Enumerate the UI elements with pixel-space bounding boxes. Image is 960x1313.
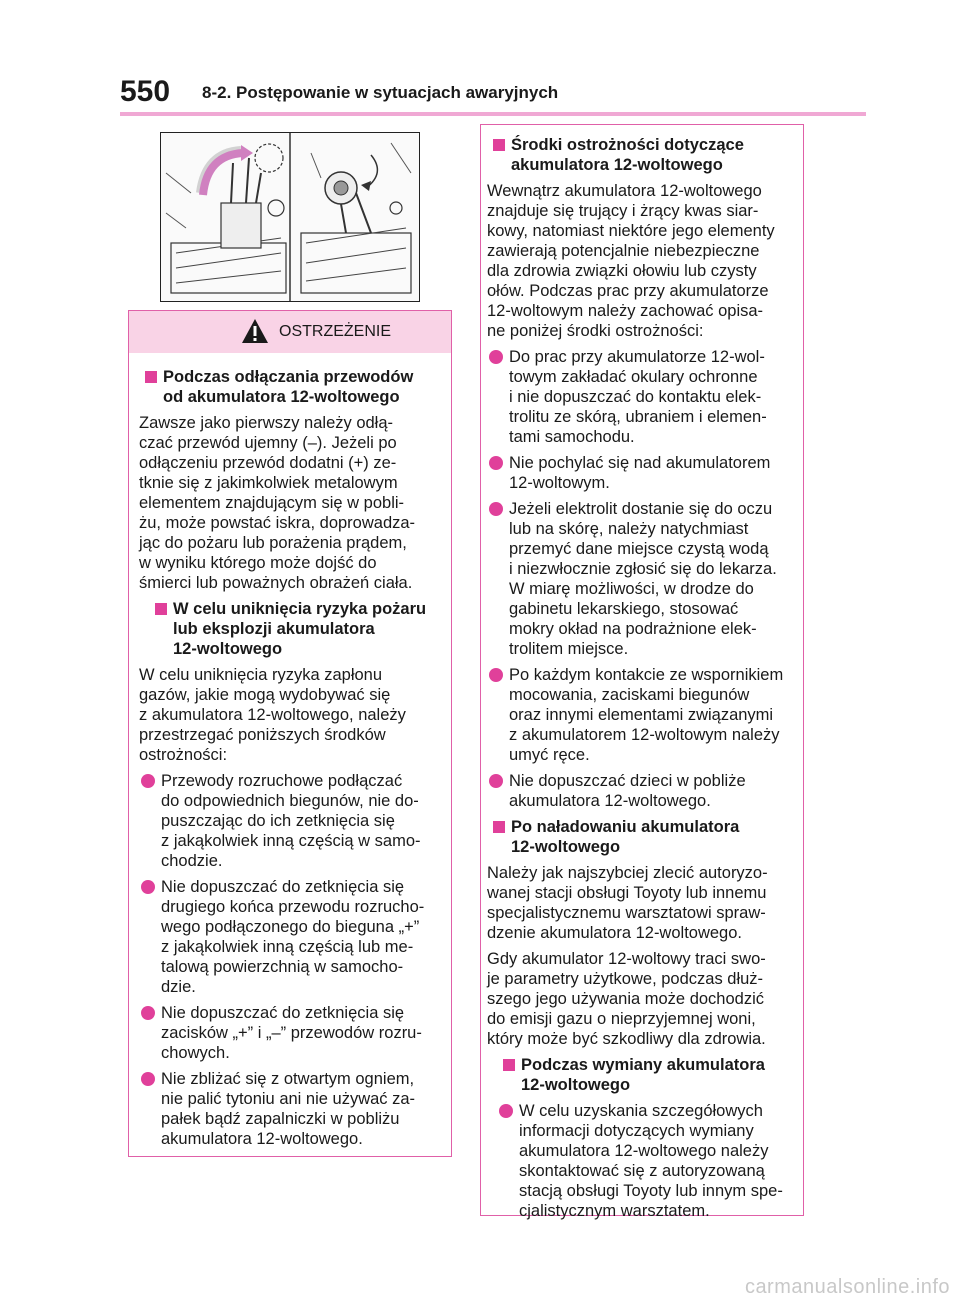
- subsection-title: Po naładowaniu akumulatora 12-woltowego: [487, 817, 797, 857]
- bullet-item: Nie dopuszczać do zetknięcia się drugiego końca przewodu rozrucho- wego podłączonego do bieguna „+” z jakąkolwiek inną częścią lub me- talową powierzchnią w samocho- dzie.: [139, 877, 441, 997]
- paragraph: Gdy akumulator 12-woltowy traci swo- je parametry użytkowe, podczas dłuż- szego jego używania może dochodzić do emisji gazu o nieprzyjemnej woni, który może być szkodliwy dla zdrowia.: [487, 950, 766, 1048]
- bullet-dot-icon: [489, 502, 503, 516]
- paragraph: Wewnątrz akumulatora 12-woltowego znajduje się trujący i żrący kwas siar- kowy, natomiast niektóre jego elementy zawierają potencjalnie niebezpieczne dla zdrowia związki ołowiu lub czysty ołów. Podczas prac przy akumulatorze 12-woltowym należy zachować opisa- ne poniżej środki ostrożności:: [487, 182, 775, 340]
- bullet-dot-icon: [141, 1072, 155, 1086]
- bullet-dot-icon: [489, 350, 503, 364]
- bullet-item: Nie pochylać się nad akumulatorem 12-woltowym.: [487, 453, 797, 493]
- battery-illustration: [160, 132, 420, 302]
- paragraph: W celu uniknięcia ryzyka zapłonu gazów, jakie mogą wydobywać się z akumulatora 12-woltowego, należy przestrzegać poniższych środków ostrożności:: [139, 666, 406, 764]
- bullet-dot-icon: [141, 774, 155, 788]
- page-header: [120, 74, 860, 110]
- watermark: carmanualsonline.info: [744, 1276, 950, 1298]
- subsection-title: W celu uniknięcia ryzyka pożaru lub eksplozji akumulatora 12-woltowego: [149, 599, 441, 659]
- bullet-dot-icon: [489, 668, 503, 682]
- square-bullet-icon: [503, 1059, 515, 1071]
- bullet-item: Do prac przy akumulatorze 12-wol- towym zakładać okulary ochronne i nie dopuszczać do kontaktu elek- trolitu ze skórą, ubraniem i elemen- tami samochodu.: [487, 347, 797, 447]
- subsection-title: Podczas wymiany akumulatora 12-woltowego: [497, 1055, 797, 1095]
- paragraph: Należy jak najszybciej zlecić autoryzo- wanej stacji obsługi Toyoty lub innemu specjalistycznemu warsztatowi spraw- dzenie akumulatora 12-woltowego.: [487, 864, 768, 942]
- bullet-dot-icon: [141, 1006, 155, 1020]
- bullet-item: Nie dopuszczać do zetknięcia się zacisków „+” i „–” przewodów rozru- chowych.: [139, 1003, 441, 1063]
- subsection-title: Środki ostrożności dotyczące akumulatora 12-woltowego: [487, 135, 797, 175]
- bullet-item: Nie zbliżać się z otwartym ogniem, nie palić tytoniu ani nie używać za- pałek bądź zapalniczki w pobliżu akumulatora 12-woltowego.: [139, 1069, 441, 1149]
- battery-drawing: [161, 133, 419, 301]
- bullet-dot-icon: [499, 1104, 513, 1118]
- bullet-item: Nie dopuszczać dzieci w pobliże akumulatora 12-woltowego.: [487, 771, 797, 811]
- square-bullet-icon: [155, 603, 167, 615]
- warning-triangle-icon: [241, 318, 269, 344]
- bullet-item: Po każdym kontakcie ze wspornikiem mocowania, zaciskami biegunów oraz innymi elementami związanymi z akumulatorem 12-woltowym należy umyć ręce.: [487, 665, 797, 765]
- square-bullet-icon: [493, 821, 505, 833]
- page-number: 550: [120, 75, 171, 108]
- warning-box: [128, 310, 452, 1157]
- header-rule: [120, 112, 866, 116]
- square-bullet-icon: [145, 371, 157, 383]
- precautions-box: [480, 124, 804, 1220]
- bullet-dot-icon: [489, 774, 503, 788]
- bullet-dot-icon: [141, 880, 155, 894]
- bullet-item: Jeżeli elektrolit dostanie się do oczu lub na skórę, należy natychmiast przemyć dane miejsce czystą wodą i niezwłocznie zgłosić się do lekarza. W miarę możliwości, w drodze do gabinetu lekarskiego, stosować mokry okład na podrażnione elek- trolitem miejsce.: [487, 499, 797, 659]
- warning-header: [129, 311, 451, 353]
- square-bullet-icon: [493, 139, 505, 151]
- section-title: 8-2. Postępowanie w sytuacjach awaryjnych: [202, 83, 559, 102]
- paragraph: Zawsze jako pierwszy należy odłą- czać przewód ujemny (–). Jeżeli po odłączeniu przewód dodatni (+) ze- tknie się z jakimkolwiek metalowym elementem znajdującym się w pobli- żu, może powstać iskra, doprowadza- jąc do pożaru lub porażenia prądem, w wyniku którego może dojść do śmierci lub poważnych obrażeń ciała.: [139, 414, 416, 592]
- warning-title: OSTRZEŻENIE: [279, 323, 392, 340]
- bullet-item: Przewody rozruchowe podłączać do odpowiednich biegunów, nie do- puszczając do ich zetknięcia się z jakąkolwiek inną częścią w samo- chodzie.: [139, 771, 441, 871]
- bullet-dot-icon: [489, 456, 503, 470]
- bullet-item: W celu uzyskania szczegółowych informacji dotyczących wymiany akumulatora 12-woltowego należy skontaktować się z autoryzowaną stacją obsługi Toyoty lub innym spe- cjalistycznym warsztatem.: [497, 1101, 797, 1221]
- subsection-title: Podczas odłączania przewodów od akumulatora 12-woltowego: [139, 367, 441, 407]
